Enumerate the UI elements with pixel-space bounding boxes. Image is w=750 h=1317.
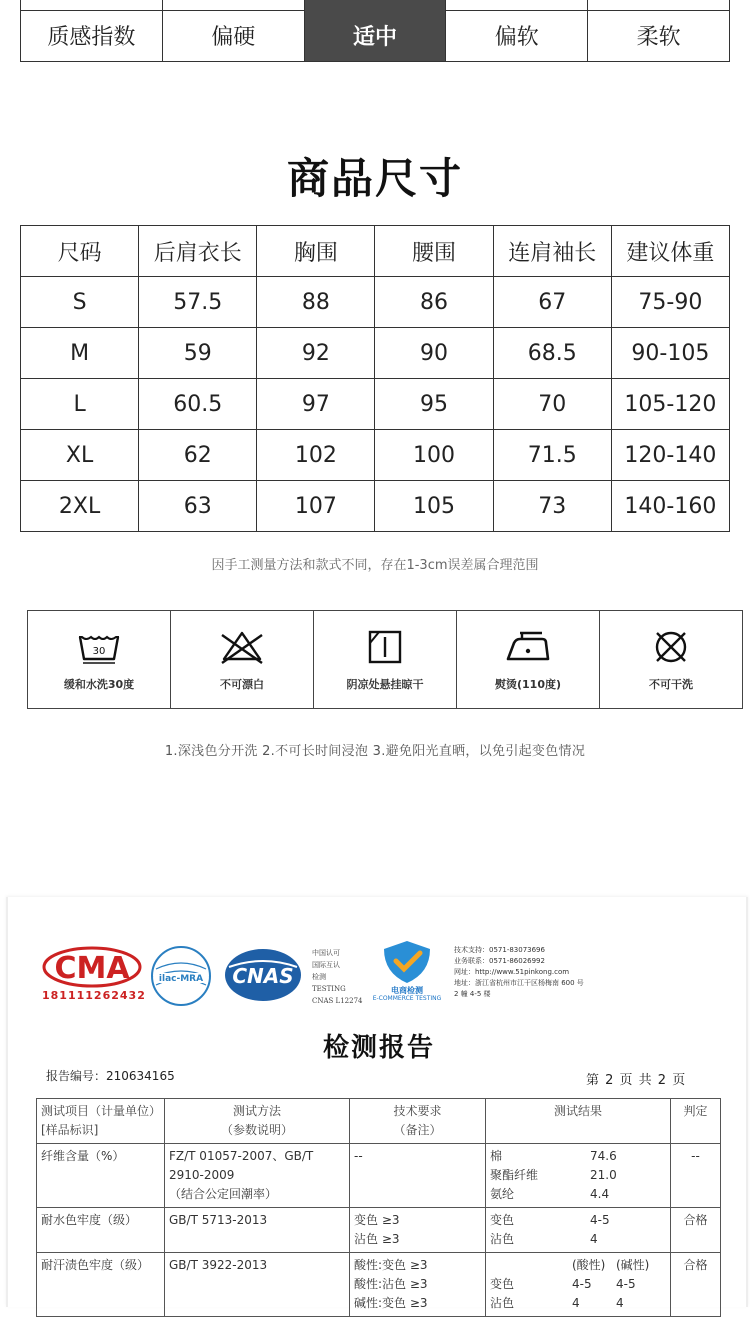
cell: 67 bbox=[493, 277, 611, 328]
cma-number: 181111262432 bbox=[42, 989, 146, 1002]
svg-text:CMA: CMA bbox=[54, 951, 130, 986]
cell: 97 bbox=[257, 379, 375, 430]
cell: 59 bbox=[139, 328, 257, 379]
cnas-logo bbox=[223, 947, 303, 1003]
cell: 140-160 bbox=[611, 481, 729, 532]
cell: S bbox=[21, 277, 139, 328]
iron-icon bbox=[502, 629, 554, 665]
report-number: 报告编号：210634165 bbox=[46, 1069, 175, 1083]
cell: 62 bbox=[139, 430, 257, 481]
care-label: 阴凉处悬挂晾干 bbox=[346, 678, 424, 691]
report-title: 检测报告 bbox=[322, 1033, 435, 1063]
header-waist: 腰围 bbox=[375, 226, 493, 277]
table-row bbox=[21, 481, 730, 532]
cell: 90-105 bbox=[611, 328, 729, 379]
cell: 120-140 bbox=[611, 430, 729, 481]
no-bleach-icon bbox=[216, 629, 268, 665]
cell: 57.5 bbox=[139, 277, 257, 328]
wash-30-icon bbox=[73, 629, 125, 665]
cell: M bbox=[21, 328, 139, 379]
care-item-no-bleach bbox=[170, 611, 313, 708]
table-row bbox=[21, 277, 730, 328]
cell: 88 bbox=[257, 277, 375, 328]
table-row: 纤维含量（%） FZ/T 01057-2007、GB/T 2910-2009 （结合公定回潮率） -- 棉 74.6 聚酯纤维 21.0 氨纶 4.4 -- bbox=[37, 1144, 721, 1208]
table-row bbox=[21, 430, 730, 481]
ecommerce-testing-logo: 电商检测 E-COMMERCE TESTING bbox=[372, 937, 442, 1007]
table-row: 耐汗渍色牢度（级） GB/T 3922-2013 酸性:变色 ≥3 酸性:沾色 ≥3 碱性:变色 ≥3 (酸性) (碱性) 变色 4-5 4-5 沾色 4 4 合格 bbox=[37, 1253, 721, 1317]
cell: 105-120 bbox=[611, 379, 729, 430]
care-label: 不可漂白 bbox=[220, 678, 264, 691]
care-label: 缓和水洗30度 bbox=[63, 678, 135, 691]
header-sleeve-length: 连肩袖长 bbox=[493, 226, 611, 277]
care-item-iron bbox=[456, 611, 599, 708]
report-table bbox=[36, 1098, 721, 1317]
report-header-row: 测试项目（计量单位） [样品标识] 测试方法 （参数说明） 技术要求 （备注） 测试结果 判定 bbox=[37, 1099, 721, 1144]
size-table bbox=[20, 225, 730, 532]
header-chest: 胸围 bbox=[257, 226, 375, 277]
care-item-wash bbox=[28, 611, 170, 708]
header-back-length: 后肩衣长 bbox=[139, 226, 257, 277]
cell: 70 bbox=[493, 379, 611, 430]
cell: 63 bbox=[139, 481, 257, 532]
texture-label: 质感指数 bbox=[21, 0, 162, 61]
size-table-header-row bbox=[21, 226, 730, 277]
table-row: 耐水色牢度（级） GB/T 5713-2013 变色 ≥3 沾色 ≥3 变色 4-5 沾色 4 合格 bbox=[37, 1208, 721, 1253]
texture-level-very-soft: 柔软 bbox=[587, 0, 729, 61]
care-item-line-dry bbox=[313, 611, 456, 708]
svg-text:CNAS: CNAS bbox=[232, 964, 294, 988]
header-weight: 建议体重 bbox=[611, 226, 729, 277]
texture-level-hard: 偏硬 bbox=[162, 0, 304, 61]
ilac-mra-logo bbox=[150, 945, 212, 1007]
contact-info: 技术支持：0571-83073696 业务联系：0571-86026992 网址：http://www.51pinkong.com 地址：浙江省杭州市江干区杨梅南 600 号 2 幢 4-5 楼 bbox=[454, 946, 584, 998]
table-row bbox=[21, 379, 730, 430]
cell: 71.5 bbox=[493, 430, 611, 481]
accreditation-text: 中国认可 国际互认 检测 TESTING CNAS L12274 bbox=[312, 949, 363, 1005]
texture-index-row bbox=[20, 0, 730, 62]
test-report bbox=[6, 897, 748, 1310]
care-note: 1.深浅色分开洗 2.不可长时间浸泡 3.避免阳光直晒，以免引起变色情况 bbox=[164, 744, 586, 759]
cell: 92 bbox=[257, 328, 375, 379]
cell: 107 bbox=[257, 481, 375, 532]
svg-text:30: 30 bbox=[92, 646, 106, 657]
texture-level-soft: 偏软 bbox=[445, 0, 587, 61]
care-label: 不可干洗 bbox=[649, 678, 693, 691]
cell: L bbox=[21, 379, 139, 430]
cell: XL bbox=[21, 430, 139, 481]
report-logos bbox=[42, 937, 742, 1007]
svg-text:ilac-MRA: ilac-MRA bbox=[158, 974, 204, 984]
line-dry-shade-icon bbox=[359, 629, 411, 665]
cell: 100 bbox=[375, 430, 493, 481]
care-instructions bbox=[27, 610, 743, 709]
cell: 60.5 bbox=[139, 379, 257, 430]
header-size: 尺码 bbox=[21, 226, 139, 277]
cell: 73 bbox=[493, 481, 611, 532]
report-page-info: 第 2 页 共 2 页 bbox=[586, 1073, 687, 1088]
cell: 95 bbox=[375, 379, 493, 430]
shield-check-icon bbox=[372, 937, 442, 985]
measurement-note: 因手工测量方法和款式不同，存在1-3cm误差属合理范围 bbox=[211, 558, 539, 573]
cell: 2XL bbox=[21, 481, 139, 532]
table-row bbox=[21, 328, 730, 379]
cell: 105 bbox=[375, 481, 493, 532]
care-label: 熨烫(110度) bbox=[494, 678, 562, 691]
cma-logo bbox=[42, 945, 146, 1005]
care-item-no-dry-clean bbox=[599, 611, 742, 708]
no-dry-clean-icon bbox=[645, 629, 697, 665]
texture-level-medium-selected: 适中 bbox=[304, 0, 446, 61]
cell: 68.5 bbox=[493, 328, 611, 379]
cell: 86 bbox=[375, 277, 493, 328]
cell: 102 bbox=[257, 430, 375, 481]
size-section-title: 商品尺寸 bbox=[286, 154, 463, 203]
cell: 90 bbox=[375, 328, 493, 379]
cell: 75-90 bbox=[611, 277, 729, 328]
